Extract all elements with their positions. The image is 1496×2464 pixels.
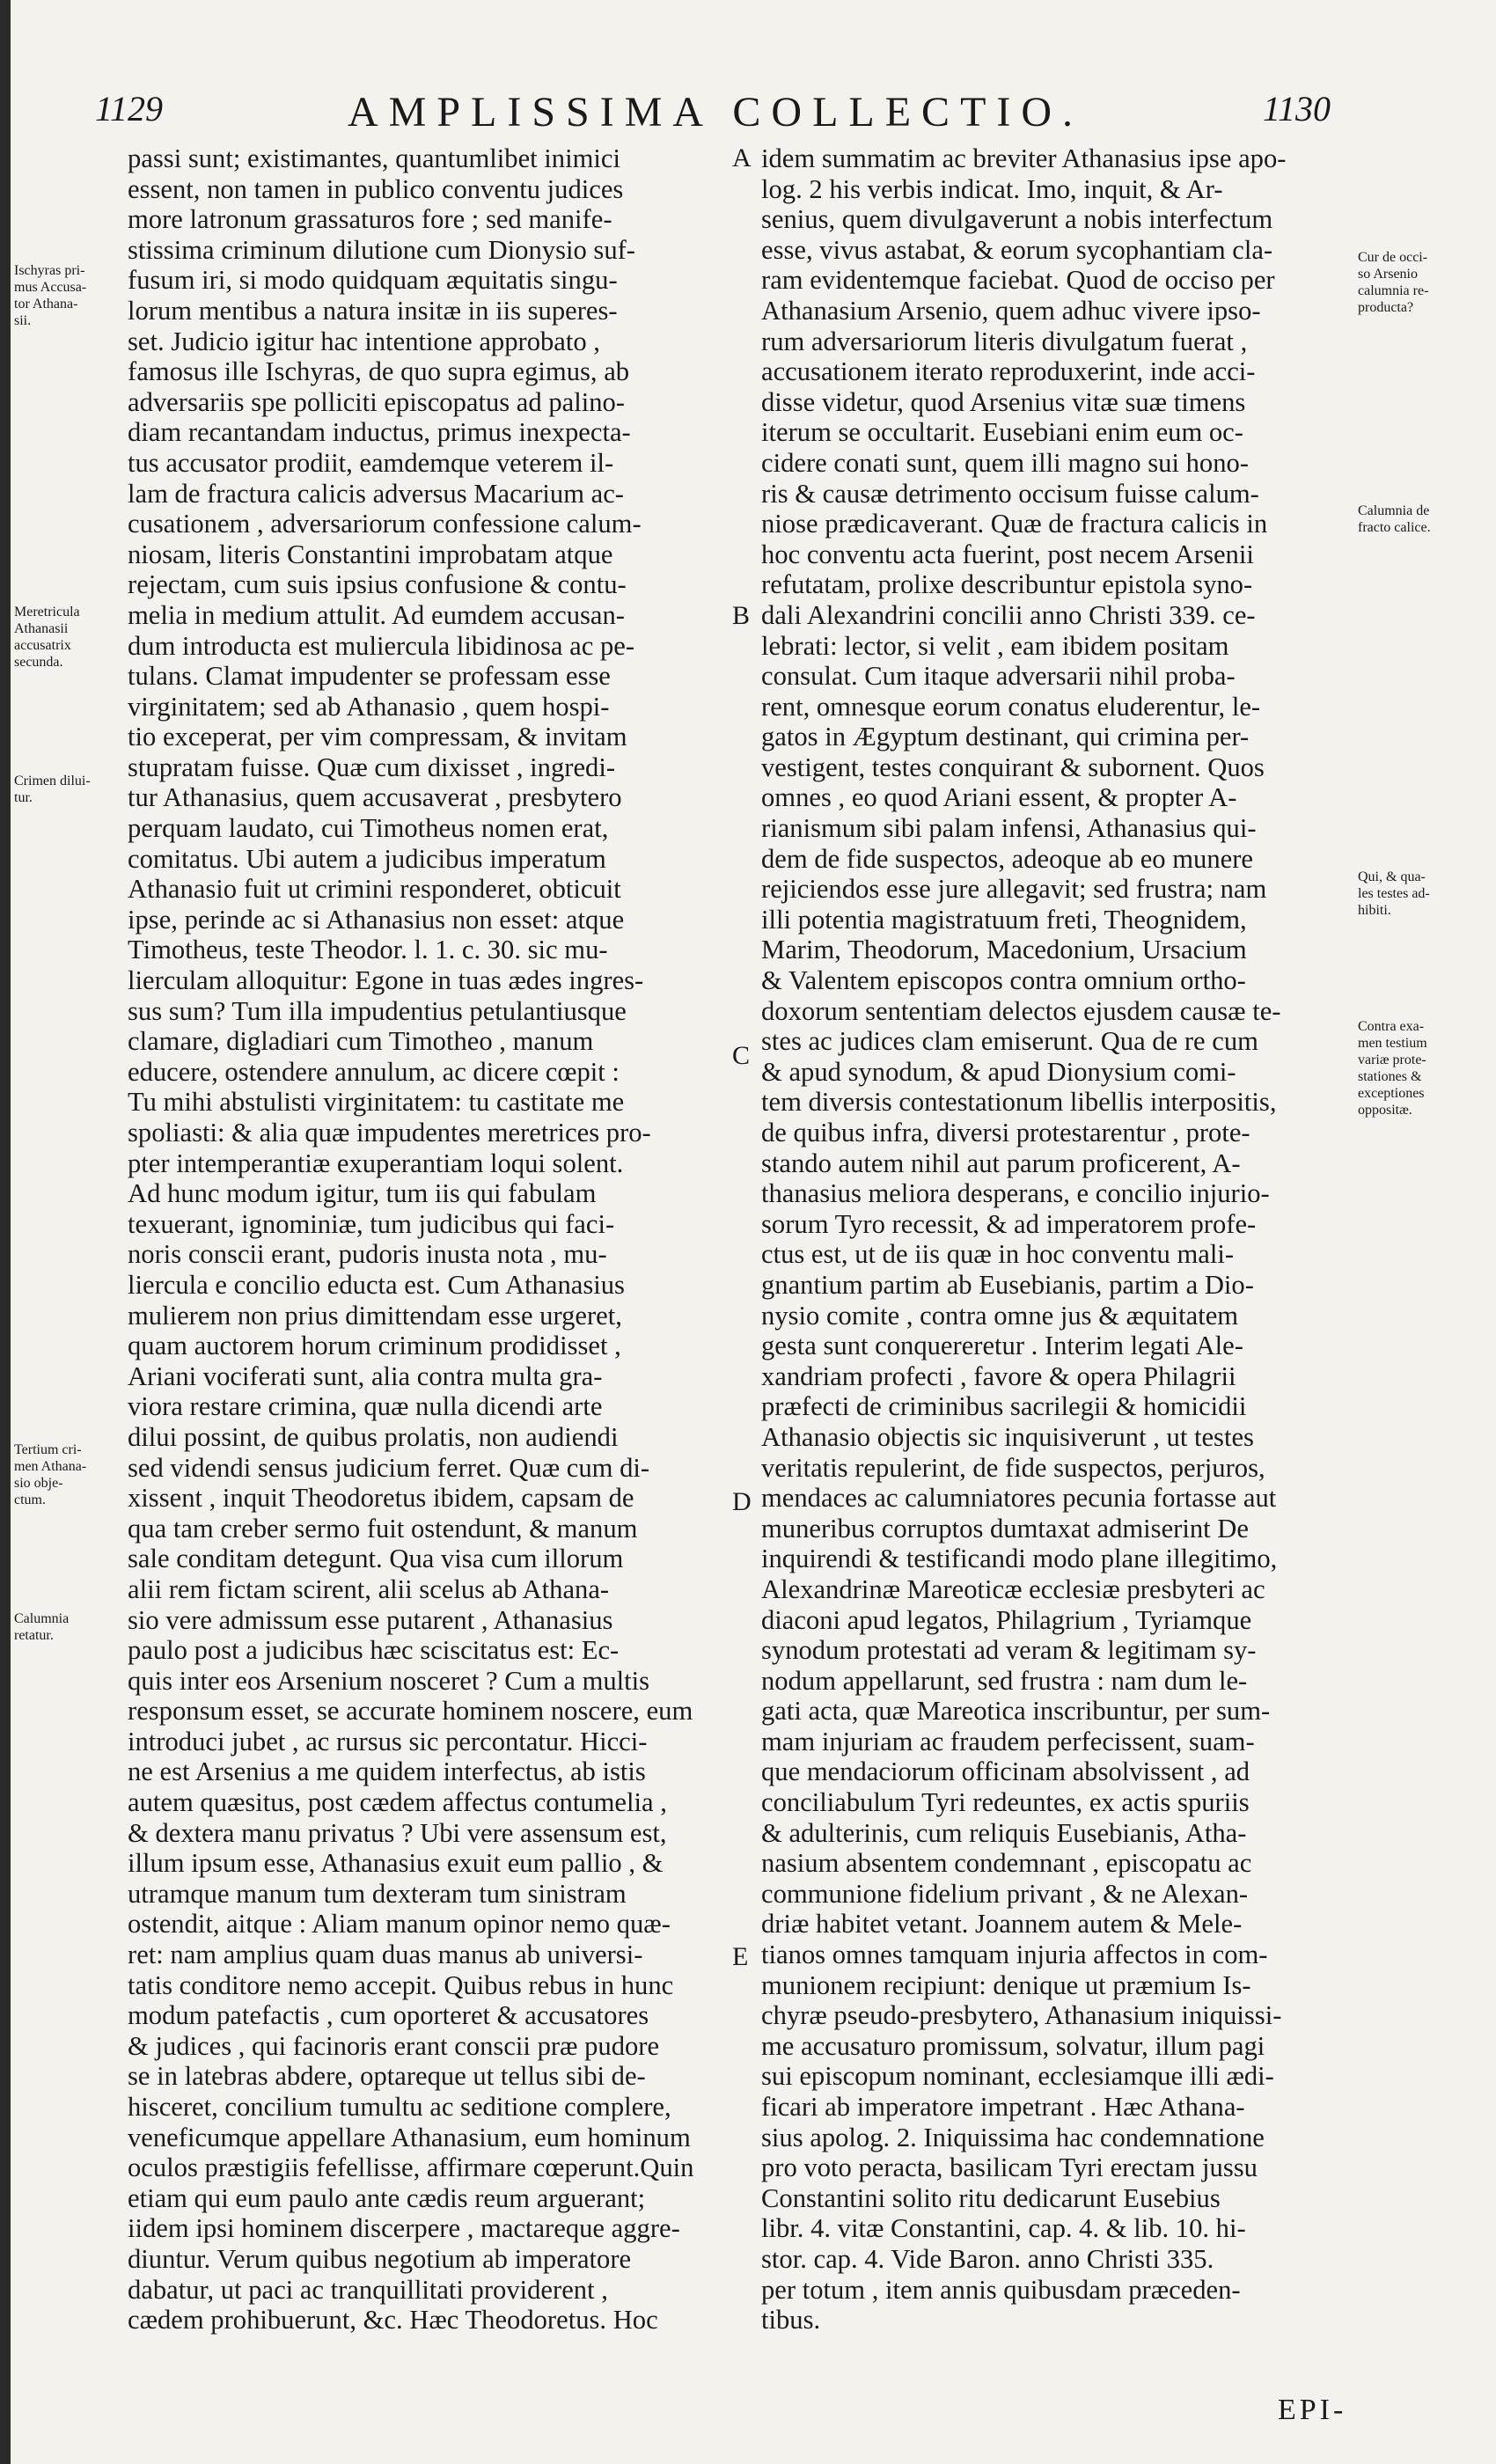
margin-note-cur-de-occiso: Cur de occi- so Arsenio calumnia re- producta?	[1358, 250, 1429, 315]
page-number-right: 1130	[1263, 89, 1331, 128]
book-binding-edge	[0, 0, 11, 2464]
page-number-left: 1129	[95, 89, 164, 128]
right-column-text: idem summatim ac breviter Athanasius ipse apo- log. 2 his verbis indicat. Imo, inquit, & Ar- senius, quem divulgaverunt a nobis interfectum esse, vivus astabat, & eorum sycophantiam cla- ram evidentemque faciebat. Quod de occiso per Athanasium Arsenio, quem adhuc vivere ipso- rum adversariorum literis divulgatum fuerat , accusationem iterato reproduxerint, inde acci- disse videtur, quod Arsenius vitæ suæ timens iterum se occultarit. Eusebiani enim eum oc- cidere conati sunt, quem illi magno sui hono- ris & causæ detrimento occisum fuisse calum- niose prædicaverant. Quæ de fractura calicis in hoc conventu acta fuerint, post necem Arsenii refutatam, prolixe describuntur epistola syno- dali Alexandrini concilii anno Christi 339. ce- lebrati: lector, si velit , eam ibidem positam consulat. Cum itaque adversarii nihil proba- rent, omnesque eorum conatus eluderentur, le- gatos in Ægyptum destinant, qui crimina per- vestigent, testes conquirant & subornent. Quos omnes , eo quod Ariani essent, & propter A- rianismum sibi palam infensi, Athanasius qui- dem de fide suspectos, adeoque ab eo munere rejiciendos esse jure allegavit; sed frustra; nam illi potentia magistratuum freti, Theognidem, Marim, Theodorum, Macedonium, Ursacium & Valentem episcopos contra omnium ortho- doxorum sententiam delectos ejusdem causæ te- stes ac judices clam emiserunt. Qua de re cum & apud synodum, & apud Dionysium comi- tem diversis contestationum libellis interpositis, de quibus infra, diversi protestarentur , prote- stando autem nihil aut parum proficerent, A- thanasius meliora desperans, e concilio injurio- sorum Tyro recessit, & ad imperatorem profe- ctus est, ut de iis quæ in hoc conventu mali- gnantium partim ab Eusebianis, partim a Dio- nysio comite , contra omne jus & æquitatem gesta sunt conquereretur . Interim legati Ale- xandriam profecti , favore & opera Philagrii præfecti de criminibus sacrilegii & homicidii Athanasio objectis sic inquisiverunt , ut testes veritatis repulerint, de fide suspectos, perjuros, mendaces ac calumniatores pecunia fortasse aut muneribus corruptos dumtaxat admiserint De inquirendi & testificandi modo plane illegitimo, Alexandrinæ Mareoticæ ecclesiæ presbyteri ac diaconi apud legatos, Philagrium , Tyriamque synodum protestati ad veram & legitimam sy- nodum appellarunt, sed frustra : nam dum le- gati acta, quæ Mareotica inscribuntur, per sum- mam injuriam ac fraudem perfecissent, suam- que mendaciorum officinam absolvissent , ad conciliabulum Tyri redeuntes, ex actis spuriis & adulterinis, cum reliquis Eusebianis, Atha- nasium absentem condemnant , episcopatu ac communione fidelium privant , & ne Alexan- driæ habitet vetant. Joannem autem & Mele- tianos omnes tamquam injuria affectos in com- munionem recipiunt: denique ut præmium Is- chyræ pseudo-presbytero, Athanasium iniquissi- me accusaturo promissum, solvatur, illum pagi sui episcopum nominant, ecclesiamque illi ædi- ficari ab imperatore impetrant . Hæc Athana- sius apolog. 2. Iniquissima hac condemnatione pro voto peracta, basilicam Tyri erectam jussu Constantini solito ritu dedicarunt Eusebius libr. 4. vitæ Constantini, cap. 4. & lib. 10. hi- stor. cap. 4. Vide Baron. anno Christi 335. per totum , item annis quibusdam præceden- tibus.	[761, 143, 1287, 2336]
section-letter-a: A	[732, 143, 752, 172]
page-header	[0, 88, 1496, 141]
left-column-text: passi sunt; existimantes, quantumlibet inimici essent, non tamen in publico conventu judices more latronum grassaturos fore ; sed manife- stissima criminum dilutione cum Dionysio suf- fusum iri, si modo quidquam æquitatis singu- lorum mentibus a natura insitæ in iis superes- set. Judicio igitur hac intentione approbato , famosus ille Ischyras, de quo supra egimus, ab adversariis spe polliciti episcopatus ad palino- diam recantandam inductus, primus inexpecta- tus accusator prodiit, eamdemque veterem il- lam de fractura calicis adversus Macarium ac- cusationem , adversariorum confessione calum- niosam, literis Constantini improbatam atque rejectam, cum suis ipsius confusione & contu- melia in medium attulit. Ad eumdem accusan- dum introducta est muliercula libidinosa ac pe- tulans. Clamat impudenter se professam esse virginitatem; sed ab Athanasio , quem hospi- tio exceperat, per vim compressam, & invitam stupratam fuisse. Quæ cum dixisset , ingredi- tur Athanasius, quem accusaverat , presbytero perquam laudato, cui Timotheus nomen erat, comitatus. Ubi autem a judicibus imperatum Athanasio fuit ut crimini responderet, obticuit ipse, perinde ac si Athanasius non esset: atque Timotheus, teste Theodor. l. 1. c. 30. sic mu- lierculam alloquitur: Egone in tuas ædes ingres- sus sum? Tum illa impudentius petulantiusque clamare, digladiari cum Timotheo , manum educere, ostendere annulum, ac dicere cœpit : Tu mihi abstulisti virginitatem: tu castitate me spoliasti: & alia quæ impudentes meretrices pro- pter intemperantiæ exuperantiam loqui solent. Ad hunc modum igitur, tum iis qui fabulam texuerant, ignominiæ, tum judicibus qui faci- noris conscii erant, pudoris inusta nota , mu- liercula e concilio educta est. Cum Athanasius mulierem non prius dimittendam esse urgeret, quam auctorem horum criminum prodidisset , Ariani vociferati sunt, alia contra multa gra- viora restare crimina, quæ nulla dicendi arte dilui possint, de quibus prolatis, non audiendi sed videndi sensus judicium ferret. Quæ cum di- xissent , inquit Theodoretus ibidem, capsam de qua tam creber sermo fuit ostendunt, & manum sale conditam detegunt. Qua visa cum illorum alii rem fictam scirent, alii scelus ab Athana- sio vere admissum esse putarent , Athanasius paulo post a judicibus hæc sciscitatus est: Ec- quis inter eos Arsenium nosceret ? Cum a multis responsum esset, se accurate hominem noscere, eum introduci jubet , ac rursus sic percontatur. Hicci- ne est Arsenius a me quidem interfectus, ab istis autem quæsitus, post cædem affectus contumelia , & dextera manu privatus ? Ubi vere assensum est, illum ipsum esse, Athanasius exuit eum pallio , & utramque manum tum dexteram tum sinistram ostendit, aitque : Aliam manum opinor nemo quæ- ret: nam amplius quam duas manus ab universi- tatis conditore nemo accepit. Quibus rebus in hunc modum patefactis , cum oporteret & accusatores & judices , qui facinoris erant conscii præ pudore se in latebras abdere, optareque ut tellus sibi de- hisceret, concilium tumultu ac seditione complere, veneficumque appellare Athanasium, eum hominum oculos præstigiis fefellisse, affirmare cœperunt.Quin etiam qui eum paulo ante cædis reum arguerant; iidem ipsi hominem discerpere , mactareque aggre- diuntur. Verum quibus negotium ab imperatore dabatur, ut paci ac tranquillitati providerent , cædem prohibuerunt, &c. Hæc Theodoretus. Hoc	[128, 143, 694, 2336]
margin-note-tertium-crimen: Tertium cri- men Athana- sio obje- ctum.	[14, 1442, 87, 1507]
margin-note-calumnia: Calumnia retatur.	[14, 1611, 70, 1643]
margin-note-meretricula: Meretricula Athanasii accusatrix secunda.	[14, 605, 80, 670]
margin-note-crimen-diluitur: Crimen dilui- tur.	[14, 774, 91, 805]
catchword: EPI-	[1278, 2394, 1347, 2426]
running-title: AMPLISSIMA COLLECTIO.	[348, 89, 1084, 136]
margin-note-fracto-calice: Calumnia de fracto calice.	[1358, 503, 1431, 535]
section-letter-b: B	[732, 601, 751, 630]
margin-note-qui-testes: Qui, & qua- les testes ad- hibiti.	[1358, 869, 1430, 918]
section-letter-e: E	[732, 1942, 749, 1971]
section-letter-d: D	[732, 1487, 752, 1516]
section-letter-c: C	[732, 1041, 751, 1070]
margin-note-contra-examen: Contra exa- men testium variæ prote- stationes & exceptiones oppositæ.	[1358, 1019, 1427, 1118]
margin-note-ischyras: Ischyras pri- mus Accusa- tor Athana- sii.	[14, 263, 87, 328]
